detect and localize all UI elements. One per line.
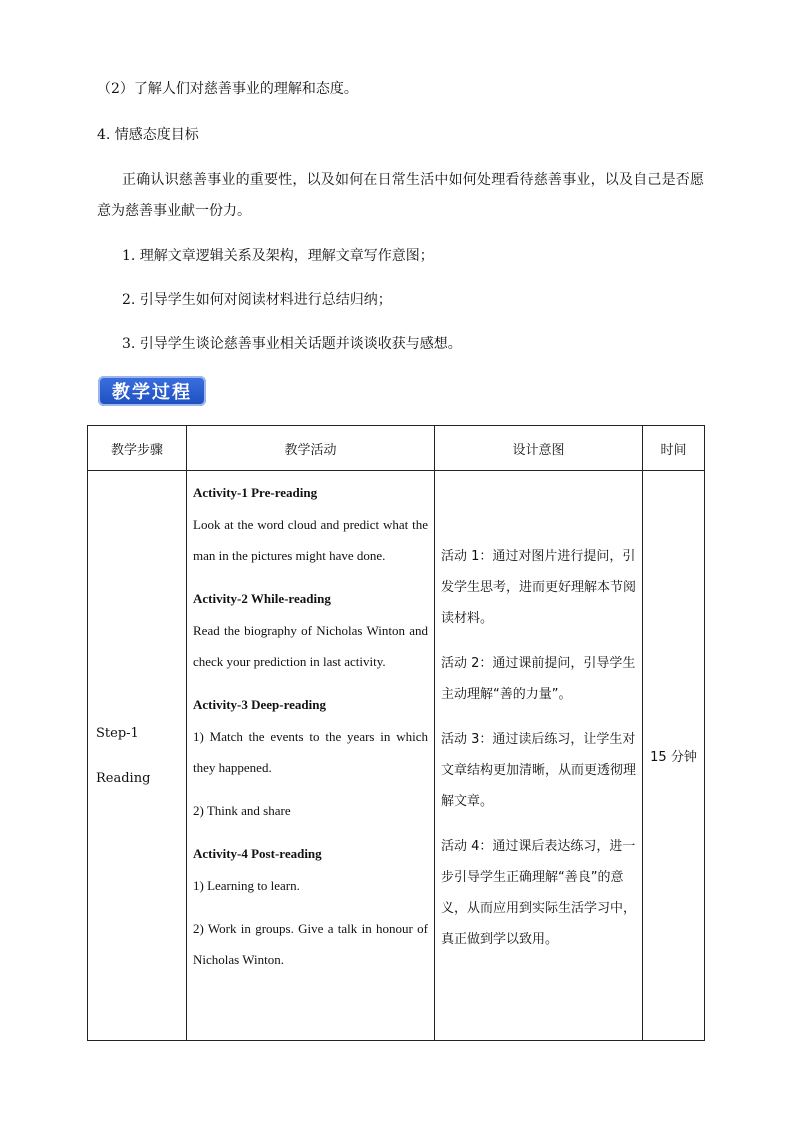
- activity-1-text: Look at the word cloud and predict what the man in the pictures might have done.: [193, 517, 428, 563]
- header-design: 设计意图: [435, 426, 643, 471]
- emotion-paragraph-line2: 意为慈善事业献一份力。: [97, 203, 251, 219]
- time-value: 15 分钟: [650, 750, 697, 765]
- objective-2: （2）了解人们对慈善事业的理解和态度。: [97, 81, 358, 97]
- design-1: 活动 1：通过对图片进行提问，引发学生思考，进而更好理解本节阅读材料。: [441, 549, 637, 626]
- header-time: 时间: [643, 426, 705, 471]
- activity-3-title: Activity-3 Deep-reading: [193, 697, 326, 712]
- design-cell: [435, 471, 643, 1041]
- activity-3-text-1: 1) Match the events to the years in which they happened.: [193, 729, 428, 775]
- time-cell: [643, 471, 705, 1041]
- activity-cell: [187, 471, 435, 1041]
- goal-item-2: 2. 引导学生如何对阅读材料进行总结归纳；: [122, 292, 392, 308]
- step-name: Reading: [96, 770, 151, 786]
- goal-item-3: 3. 引导学生谈论慈善事业相关话题并谈谈收获与感想。: [122, 336, 462, 352]
- activity-3-text-2: 2) Think and share: [193, 803, 291, 818]
- activity-4-title: Activity-4 Post-reading: [193, 846, 322, 861]
- activity-2-text: Read the biography of Nicholas Winton and check your prediction in last activity.: [193, 623, 428, 669]
- emotion-paragraph-line1: 正确认识慈善事业的重要性，以及如何在日常生活中如何处理看待慈善事业，以及自己是否愿: [122, 172, 705, 188]
- goal-item-1: 1. 理解文章逻辑关系及架构，理解文章写作意图；: [122, 248, 434, 264]
- design-4: 活动 4：通过课后表达练习，进一步引导学生正确理解“善良”的意义，从而应用到实际生活学习中，真正做到学以致用。: [441, 839, 637, 947]
- activity-4-text-2: 2) Work in groups. Give a talk in honour of Nicholas Winton.: [193, 921, 428, 967]
- header-step: 教学步骤: [88, 426, 187, 471]
- teaching-process-table: [87, 425, 705, 1041]
- design-2: 活动 2：通过课前提问，引导学生主动理解“善的力量”。: [441, 656, 636, 702]
- design-3: 活动 3：通过读后练习，让学生对文章结构更加清晰，从而更透彻理解文章。: [441, 732, 637, 809]
- activity-2-title: Activity-2 While-reading: [193, 591, 331, 606]
- table-header-row: [88, 426, 705, 471]
- section-title: 教学过程: [112, 382, 192, 403]
- step-cell: [88, 471, 187, 1041]
- activity-4-text-1: 1) Learning to learn.: [193, 878, 300, 893]
- activity-1-title: Activity-1 Pre-reading: [193, 485, 318, 500]
- table-row: [88, 471, 705, 1041]
- header-activity: 教学活动: [187, 426, 435, 471]
- section-title-badge: [98, 376, 206, 406]
- step-label: Step-1: [96, 725, 139, 741]
- section-heading-emotion: 4. 情感态度目标: [97, 127, 199, 143]
